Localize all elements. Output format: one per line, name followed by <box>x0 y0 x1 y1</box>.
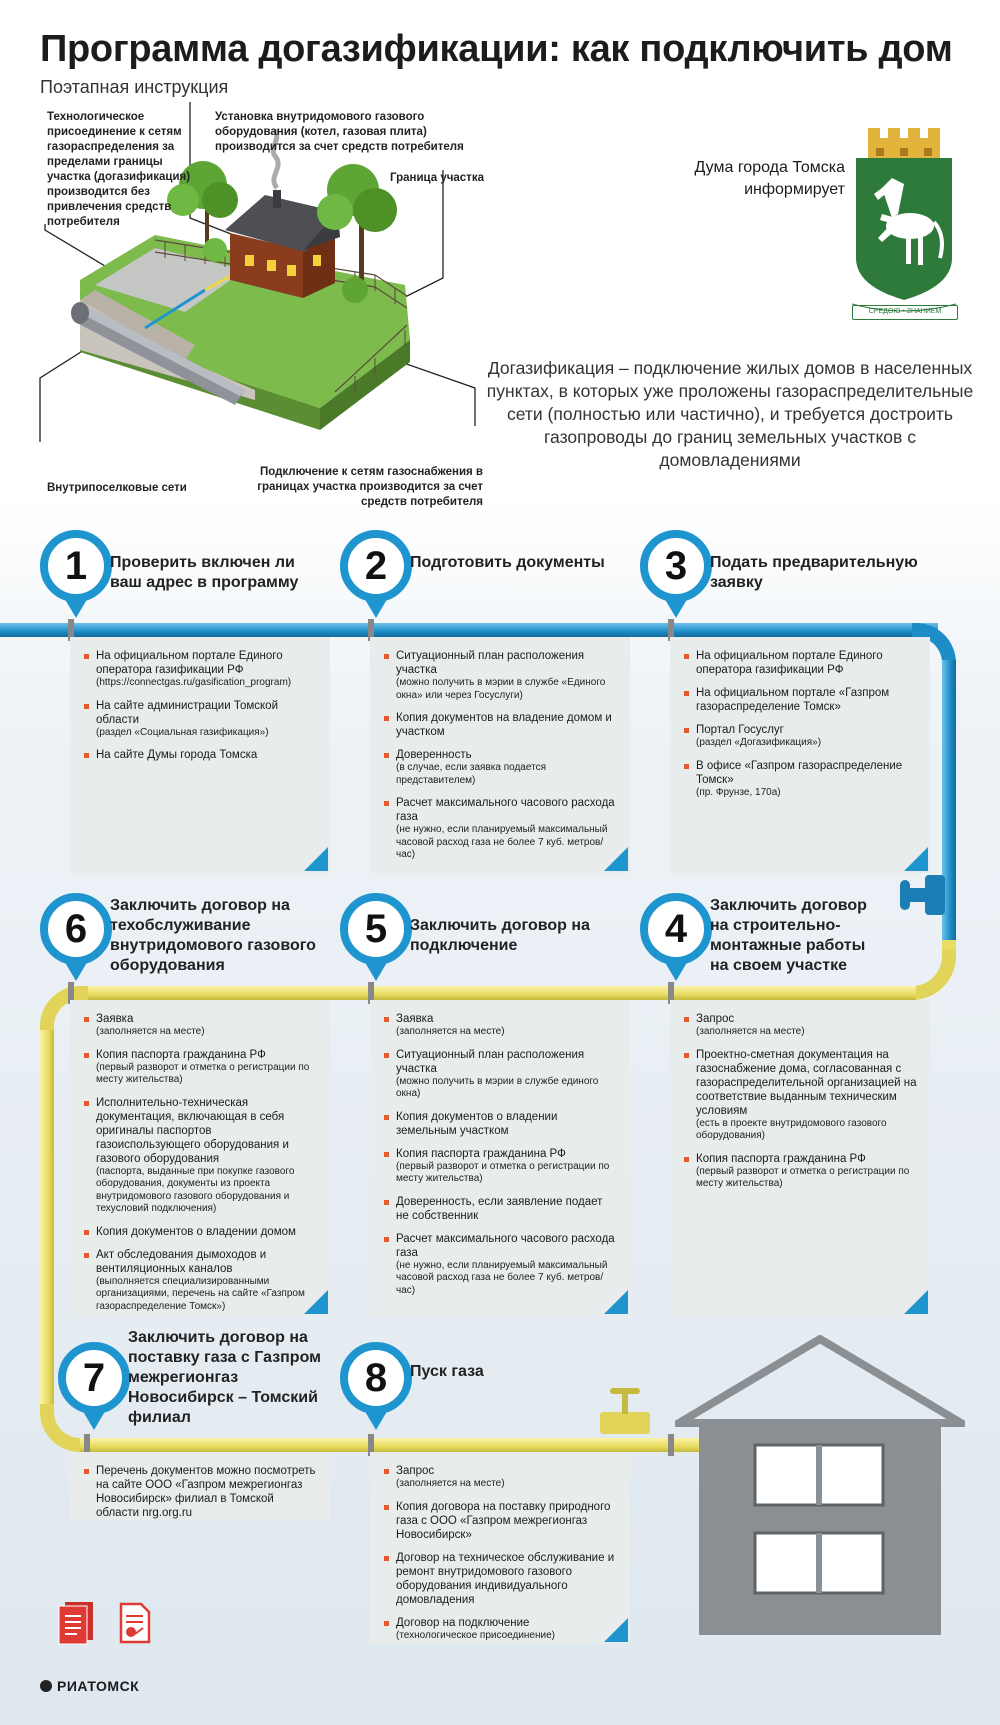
document-item <box>684 1048 918 1143</box>
document-item-text: Проектно-сметная документация на газоснабжение дома, согласованная с газораспределительной организацией на соответствие выданным техническим условиям <box>696 1048 917 1117</box>
step-number: 6 <box>40 893 112 965</box>
document-item <box>384 796 618 862</box>
pin-tip <box>81 1408 107 1430</box>
callout-plot-boundary: Граница участка <box>390 172 484 184</box>
step-card-6 <box>70 1000 330 1316</box>
pin-tip <box>363 596 389 618</box>
document-item-text: На официальном портале Единого оператора газификации РФ <box>696 650 883 676</box>
document-item <box>84 1248 318 1314</box>
document-list <box>70 1000 330 1313</box>
pin-tip <box>63 596 89 618</box>
document-item-note: (не нужно, если планируемый максимальный часовой расход газа не более 7 куб. метров/час) <box>396 824 608 860</box>
document-item <box>84 1048 318 1087</box>
document-item-text: Договор на техническое обслуживание и ремонт внутридомового газового оборудования индивидуального домовладения <box>396 1551 615 1606</box>
document-item-text: На официальном портале Единого оператора газификации РФ <box>96 650 283 676</box>
document-item-note: (заполняется на месте) <box>96 1026 205 1037</box>
step-card-1 <box>70 637 330 873</box>
step-title-6: Заключить договор на техобслуживание внутридомового газового оборудования <box>110 897 316 974</box>
step-card-5 <box>370 1000 630 1316</box>
pipe-yellow-vertical <box>40 1030 54 1418</box>
step-card-7 <box>70 1452 330 1520</box>
corner-fold <box>604 847 628 871</box>
document-item <box>84 748 318 762</box>
corner-fold <box>904 1290 928 1314</box>
step-number: 3 <box>640 530 712 602</box>
tomsk-coat-of-arms <box>848 118 960 323</box>
document-item-note: (заполняется на месте) <box>396 1478 505 1489</box>
step-title-2: Подготовить документы <box>410 554 605 571</box>
document-item <box>684 723 918 750</box>
step-title-5: Заключить договор на подключение <box>410 917 590 954</box>
document-item <box>684 686 918 714</box>
document-item-note: (не нужно, если планируемый максимальный часовой расход газа не более 7 куб. метров/час) <box>396 1259 608 1296</box>
step-title-3: Подать предварительную заявку <box>710 554 918 591</box>
document-item-note: (пр. Фрунзе, 170а) <box>696 786 781 798</box>
logo-text: РИАТОМСК <box>57 1678 140 1694</box>
document-item-note: (паспорта, выданные при покупке газового оборудования, документы из проекта внутридомового газового оборудования и техусловий подключения) <box>96 1165 295 1214</box>
document-item-text: Договор на подключение <box>396 1616 530 1629</box>
document-item-text: Доверенность <box>396 749 472 761</box>
step-card-8 <box>370 1452 630 1644</box>
ria-tomsk-logo[interactable] <box>40 1678 139 1694</box>
step-title-7: Заключить договор на поставку газа с Газпром межрегионгаз Новосибирск – Томский филиал <box>128 1329 321 1426</box>
step-number: 1 <box>40 530 112 602</box>
document-list <box>670 637 930 799</box>
document-icons <box>55 1598 160 1646</box>
document-item-note: (https://connectgas.ru/gasification_program) <box>96 677 292 688</box>
pin-tip <box>663 959 689 981</box>
step-title-1: Проверить включен ли ваш адрес в программу <box>110 554 299 591</box>
document-item-text: Копия паспорта гражданина РФ <box>396 1147 566 1160</box>
step-card-3 <box>670 637 930 873</box>
pin-tip <box>363 959 389 981</box>
document-list <box>370 1000 630 1297</box>
coat-ribbon: СРЕДОЮ • ЗНАНИЕМ <box>852 305 958 320</box>
page-title: Программа догазификации: как подключить дом <box>40 28 953 70</box>
corner-fold <box>604 1618 628 1642</box>
document-item-text: Копия документов на владение домом и участком <box>396 712 612 738</box>
document-item-text: Копия документов о владении земельным участком <box>396 1110 558 1137</box>
document-item <box>384 649 618 702</box>
step-number: 5 <box>340 893 412 965</box>
document-item-note: (технологическое присоединение) <box>396 1629 555 1641</box>
callout-indoor-equipment: Установка внутридомового газового оборудования (котел, газовая плита) производится за счет средств потребителя <box>215 111 464 153</box>
document-item <box>384 1232 618 1298</box>
document-item <box>84 1225 318 1239</box>
step-marker-5 <box>340 893 412 981</box>
pipe-blue-top <box>0 623 938 637</box>
document-item <box>684 759 918 800</box>
step-number: 8 <box>340 1342 412 1414</box>
document-item-text: Запрос <box>396 1465 435 1477</box>
document-item-text: Портал Госуслуг <box>696 724 784 736</box>
documents-stack-icon <box>59 1602 93 1644</box>
document-item-note: (раздел «Догазификация») <box>696 737 822 748</box>
logo-mark-icon <box>40 1680 52 1692</box>
step-marker-6 <box>40 893 112 981</box>
document-item-note: (раздел «Социальная газификация») <box>96 726 269 738</box>
step-title-8: Пуск газа <box>410 1363 484 1380</box>
document-item-text: Копия паспорта гражданина РФ <box>696 1152 866 1165</box>
document-item-note: (в случае, если заявка подается представителем) <box>396 762 546 786</box>
document-item-text: Акт обследования дымоходов и вентиляционных каналов <box>96 1248 267 1275</box>
document-item-text: На официальном портале «Газпром газораспределение Томск» <box>696 687 890 713</box>
document-item <box>384 1551 618 1607</box>
document-item-text: Копия договора на поставку природного газа с ООО «Газпром межрегионгаз Новосибирск» <box>396 1500 611 1541</box>
document-item-note: (первый разворот и отметка о регистрации по месту жительства) <box>96 1061 310 1085</box>
document-item <box>384 1616 618 1643</box>
document-item <box>684 649 918 677</box>
pipe-coupling <box>668 1434 674 1456</box>
document-item <box>84 1012 318 1039</box>
document-item-text: Ситуационный план расположения участка <box>396 1048 585 1075</box>
document-item-text: Копия документов о владении домом <box>96 1225 296 1238</box>
document-item-text: Расчет максимального часового расхода газа <box>396 1232 615 1259</box>
step-marker-2 <box>340 530 412 618</box>
document-item <box>384 711 618 739</box>
step-marker-7 <box>58 1342 130 1430</box>
step-card-2 <box>370 637 630 873</box>
document-item <box>684 1012 918 1039</box>
document-item-note: (можно получить в мэрии в службе единого окна) <box>396 1075 599 1099</box>
document-item-note: (первый разворот и отметка о регистрации по месту жительства) <box>396 1160 610 1184</box>
document-item-text: Запрос <box>696 1013 735 1025</box>
step-marker-4 <box>640 893 712 981</box>
document-item-text: В офисе «Газпром газораспределение Томск» <box>696 759 903 786</box>
document-item-note: (заполняется на месте) <box>396 1026 505 1037</box>
house-icon <box>675 1335 965 1635</box>
callout-village-networks: Внутрипоселковые сети <box>47 482 187 494</box>
corner-fold <box>604 1290 628 1314</box>
document-item <box>384 1012 618 1039</box>
definition-text: Догазификация – подключение жилых домов в населенных пунктах, в которых уже проложены газораспределительные сети (полностью или частично), и требуется достроить газопроводы до границ земельных участков с домовладениями <box>486 358 974 470</box>
gas-valve-stem <box>622 1392 628 1414</box>
document-item <box>84 649 318 690</box>
valve-handle-icon <box>900 880 910 910</box>
step-marker-3 <box>640 530 712 618</box>
step-title-4: Заключить договор на строительно-монтажные работы на своем участке <box>710 897 867 974</box>
step-number: 2 <box>340 530 412 602</box>
document-item-text: Перечень документов можно посмотреть на сайте ООО «Газпром межрегионгаз Новосибирск» филиал в Томской области nrg.org.ru <box>96 1465 316 1519</box>
document-list <box>670 1000 930 1191</box>
document-item <box>384 1195 618 1223</box>
pin-tip <box>363 1408 389 1430</box>
document-item <box>84 1464 318 1520</box>
corner-fold <box>304 1290 328 1314</box>
document-item <box>384 748 618 787</box>
step-marker-1 <box>40 530 112 618</box>
page-subtitle: Поэтапная инструкция <box>40 77 229 97</box>
document-item-note: (есть в проекте внутридомового газового оборудования) <box>696 1117 887 1141</box>
document-list <box>370 1452 630 1642</box>
gas-valve-handle <box>610 1388 640 1394</box>
pin-tip <box>63 959 89 981</box>
document-item <box>384 1147 618 1186</box>
document-item-text: Копия паспорта гражданина РФ <box>96 1048 266 1061</box>
document-item-text: Ситуационный план расположения участка <box>396 650 585 676</box>
pin-tip <box>663 596 689 618</box>
step-number: 7 <box>58 1342 130 1414</box>
document-item-text: На сайте Думы города Томска <box>96 749 258 761</box>
step-marker-8 <box>340 1342 412 1430</box>
document-item <box>384 1464 618 1491</box>
document-list <box>70 637 330 762</box>
document-item <box>384 1110 618 1138</box>
document-item-text: Расчет максимального часового расхода газа <box>396 797 615 823</box>
document-item <box>684 1152 918 1191</box>
document-item-text: Доверенность, если заявление подает не собственник <box>396 1195 603 1222</box>
duma-informs-text: Дума города Томска информирует <box>694 159 845 198</box>
document-item-text: Заявка <box>96 1013 134 1025</box>
document-item <box>84 699 318 740</box>
pipe-yellow-bottom <box>80 1438 710 1452</box>
corner-fold <box>304 847 328 871</box>
document-item-text: Исполнительно-техническая документация, включающая в себя оригиналы паспортов газоиспользующего оборудования и газового оборудования <box>96 1096 289 1165</box>
step-card-4 <box>670 1000 930 1316</box>
gas-valve-icon <box>600 1412 650 1434</box>
document-item <box>84 1096 318 1216</box>
callout-plot-connection: Подключение к сетям газоснабжения в границах участка производится за счет средств потребителя <box>257 466 483 508</box>
signed-document-icon <box>121 1604 149 1642</box>
document-item-note: (заполняется на месте) <box>696 1026 805 1037</box>
document-list <box>370 637 630 862</box>
document-list <box>70 1452 330 1520</box>
step-number: 4 <box>640 893 712 965</box>
document-item-text: Заявка <box>396 1013 434 1025</box>
document-item-note: (выполняется специализированными организациями, перечень на сайте «Газпром газораспределение Томск») <box>96 1275 305 1312</box>
document-item <box>384 1500 618 1542</box>
callout-tech-connection: Технологическое присоединение к сетям газораспределения за пределами границы участка (догазификация) производится без привлечения средств потребителя <box>47 111 191 228</box>
document-item-text: На сайте администрации Томской области <box>96 699 279 726</box>
document-item <box>384 1048 618 1101</box>
document-item-note: (первый разворот и отметка о регистрации по месту жительства) <box>696 1165 910 1189</box>
corner-fold <box>904 847 928 871</box>
document-item-note: (можно получить в мэрии в службе «Единого окна» или через Госуслуги) <box>396 677 606 701</box>
pipe-yellow-middle <box>66 986 916 1000</box>
